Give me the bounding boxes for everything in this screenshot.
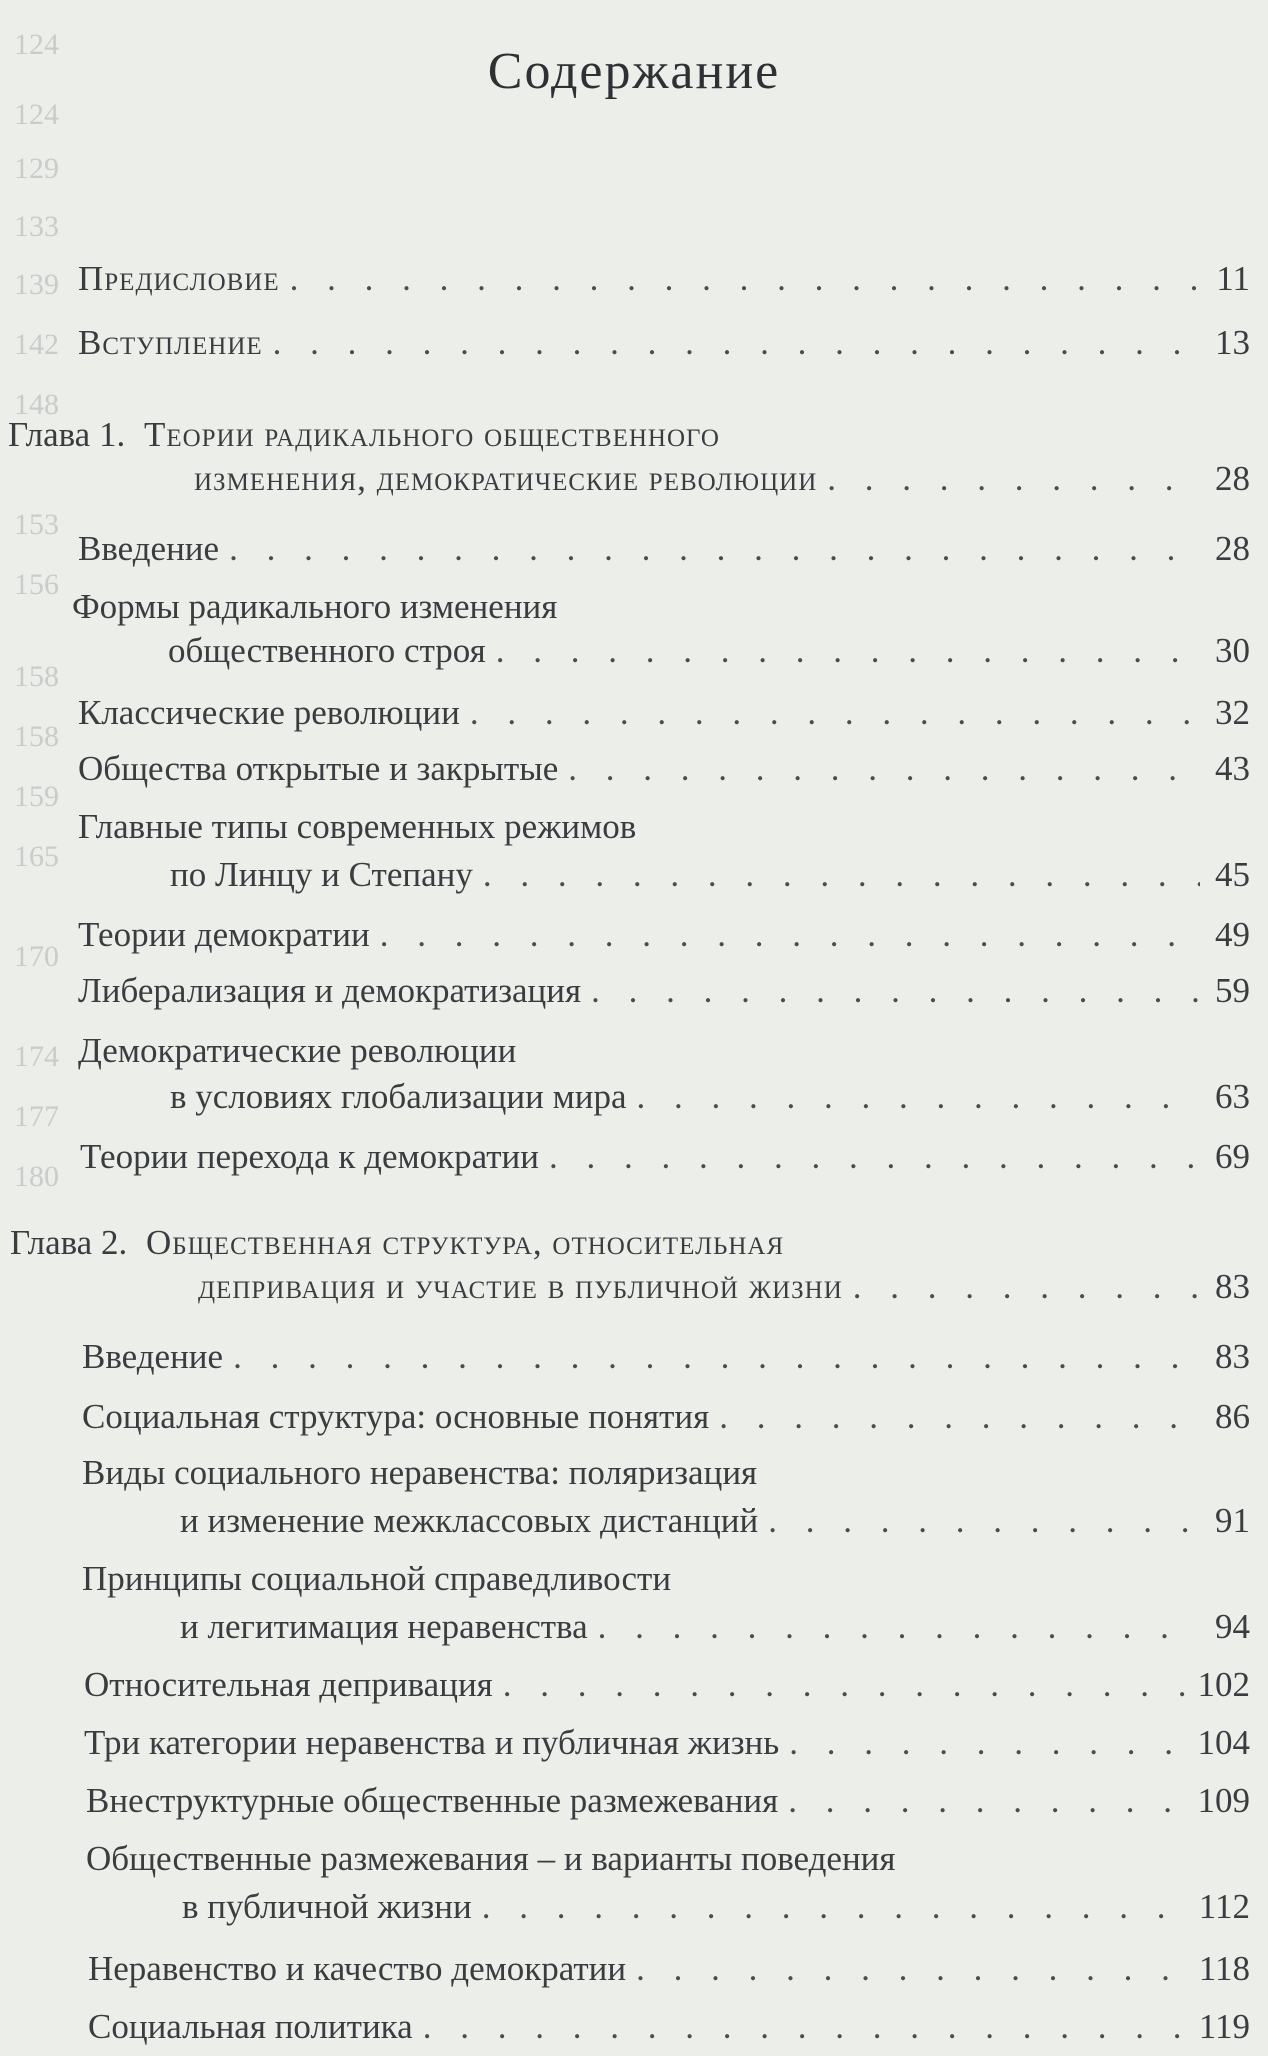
dot-leader [496, 628, 1200, 674]
toc-page-number: 112 [1198, 1887, 1250, 1926]
toc-page-number: 109 [1197, 1781, 1250, 1820]
chapter-title-line2: изменения, демократические революции [194, 459, 818, 498]
dot-leader [719, 1394, 1200, 1440]
toc-entry [78, 746, 1250, 792]
toc-entry-preface [78, 256, 1250, 302]
toc-entry-label: Введение [82, 1337, 224, 1376]
toc-page-number: 118 [1198, 1949, 1250, 1988]
dot-leader [598, 1604, 1200, 1650]
toc-entry-label: в условиях глобализации мира [170, 1077, 627, 1116]
dot-leader [470, 690, 1200, 736]
toc-entry-line1: Общественные размежевания – и варианты поведения [86, 1839, 896, 1878]
dot-leader [568, 746, 1200, 792]
toc-page-number: 91 [1215, 1501, 1250, 1540]
chapter-title-line1: Общественная структура, относительная [145, 1223, 785, 1262]
toc-entry-label: Социальная структура: основные понятия [82, 1397, 710, 1436]
toc-page-number: 43 [1215, 749, 1250, 788]
toc-entry-label: и изменение межклассовых дистанций [180, 1501, 759, 1540]
toc-entry-line1: Формы радикального изменения [72, 587, 558, 626]
dot-leader [853, 1264, 1200, 1310]
toc-entry [168, 628, 1250, 674]
chapter-prefix: Глава 2. [10, 1223, 128, 1262]
dot-leader [827, 456, 1200, 502]
toc-entry-label: Вступление [78, 323, 263, 362]
chapter-title-line1: Теории радикального общественного [143, 415, 720, 454]
toc-entry [82, 1334, 1250, 1380]
toc-page-number: 104 [1197, 1723, 1250, 1762]
toc-entry-label: Введение [78, 529, 220, 568]
toc-entry-line1: Виды социального неравенства: поляризация [82, 1453, 758, 1492]
toc-entry [84, 1662, 1250, 1708]
toc-page-number: 28 [1215, 459, 1250, 498]
toc-page-number: 28 [1215, 529, 1250, 568]
chapter-1-heading-line2 [194, 456, 1250, 502]
toc-page-number: 11 [1216, 259, 1250, 298]
toc-entry-label: Относительная депривация [84, 1665, 493, 1704]
toc-entry [180, 1604, 1250, 1650]
toc-entry [88, 2004, 1250, 2050]
toc-entry [86, 1778, 1250, 1824]
toc-entry-label: Классические революции [78, 693, 460, 732]
dot-leader [290, 256, 1200, 302]
dot-leader [483, 852, 1200, 898]
toc-entry-introduction [78, 320, 1250, 366]
toc-entry-label: Неравенство и качество демократии [88, 1949, 627, 1988]
dot-leader [273, 320, 1200, 366]
toc-page-number: 94 [1215, 1607, 1250, 1646]
toc-entry-label: Социальная политика [88, 2007, 413, 2046]
toc-entry [80, 1134, 1250, 1180]
toc-entry [78, 968, 1250, 1014]
toc-entry [78, 912, 1250, 958]
toc-entry-label: Три категории неравенства и публичная жизнь [84, 1723, 780, 1762]
toc-page-number: 83 [1215, 1267, 1250, 1306]
dot-leader [768, 1498, 1200, 1544]
dot-leader [591, 968, 1200, 1014]
toc-page-number: 30 [1215, 631, 1250, 670]
toc-page-number: 59 [1215, 971, 1250, 1010]
toc-entry [88, 1946, 1250, 1992]
toc-entry [84, 1720, 1250, 1766]
toc-page-number: 49 [1215, 915, 1250, 954]
toc-entry-label: Предисловие [78, 259, 280, 298]
toc-entry-label: Теории демократии [78, 915, 370, 954]
toc-entry [170, 1074, 1250, 1120]
dot-leader [482, 1884, 1189, 1930]
dot-leader [636, 1946, 1189, 1992]
toc-page-number: 86 [1215, 1397, 1250, 1436]
chapter-2-heading [10, 1220, 784, 1266]
toc-entry-label: Внеструктурные общественные размежевания [86, 1781, 779, 1820]
chapter-2-heading-line2 [198, 1264, 1250, 1310]
toc-page-number: 69 [1215, 1137, 1250, 1176]
toc-entry-label: Теории перехода к демократии [80, 1137, 540, 1176]
dot-leader [637, 1074, 1201, 1120]
dot-leader [788, 1778, 1187, 1824]
toc-entry-label: по Линцу и Степану [170, 855, 473, 894]
dot-leader [233, 1334, 1200, 1380]
toc-entry-label: в публичной жизни [182, 1887, 472, 1926]
dot-leader [423, 2004, 1189, 2050]
dot-leader [789, 1720, 1187, 1766]
chapter-prefix: Глава 1. [8, 415, 126, 454]
chapter-1-heading [8, 412, 720, 458]
toc-entry [180, 1498, 1250, 1544]
toc-page-number: 63 [1215, 1077, 1250, 1116]
toc-page-number: 45 [1215, 855, 1250, 894]
toc-entry [78, 690, 1250, 736]
toc-page-number: 102 [1197, 1665, 1250, 1704]
dot-leader [549, 1134, 1200, 1180]
toc-entry-label: и легитимация неравенства [180, 1607, 588, 1646]
toc-page-number: 119 [1198, 2007, 1250, 2046]
toc-page-number: 83 [1215, 1337, 1250, 1376]
toc-entry [182, 1884, 1250, 1930]
toc-page-number: 13 [1215, 323, 1250, 362]
page-title: Содержание [487, 43, 781, 100]
toc-entry-line1: Принципы социальной справедливости [82, 1559, 672, 1598]
toc-entry [170, 852, 1250, 898]
toc-entry-line1: Демократические революции [78, 1031, 517, 1070]
toc-entry-label: Либерализация и демократизация [78, 971, 582, 1010]
dot-leader [229, 526, 1200, 572]
toc-entry-label: общественного строя [168, 631, 486, 670]
toc-entry-label: Общества открытые и закрытые [78, 749, 559, 788]
toc-entry [82, 1394, 1250, 1440]
toc-entry-line1: Главные типы современных режимов [78, 807, 637, 846]
chapter-title-line2: депривация и участие в публичной жизни [198, 1267, 843, 1306]
dot-leader [503, 1662, 1188, 1708]
toc-entry [78, 526, 1250, 572]
dot-leader [380, 912, 1200, 958]
toc-page-number: 32 [1215, 693, 1250, 732]
book-page: 124 124 129 133 139 142 148 153 156 158 158 159 165 170 174 177 180 Содержание Предисловие . . . 11 Вступление . . . 13 Глава 1. Теории радикального общественного изменения, демократические революции . . . 28 Введение . . . 28 Формы радикального изменения общественного строя . . . 30 Классические революции . . . 32 Общества открытые и закрытые . . . 43 Главные типы современных режимов по Линцу и Степану . . . 45 Теории демократии . . . 49 Либерализация и демократизация . . . 59 Демократические революции в условиях глобализации мира . . . 63 Теории перехода к демократии . . . 69 Глава 2. Общественная структура, относительная депривация и участие в публичной жизни . . . 83 Введение . . . 83 Социальная структура: основные понятия . . . 86 Виды социального неравенства: поляризация и изменение межклассовых дистанций . . . 91 Принципы социальной справедливости и легитимация неравенства . . . 94 Относительная депривация . . . 102 Три категории неравенства и публичная жизнь . . . 104 Внеструктурные общественные размежевания . . . 109 Общественные размежевания – и варианты поведения в публичной жизни . . . 112 Неравенство и качество демократии . . . 118 Социальная политика . . . 119 [0, 0, 1268, 2056]
